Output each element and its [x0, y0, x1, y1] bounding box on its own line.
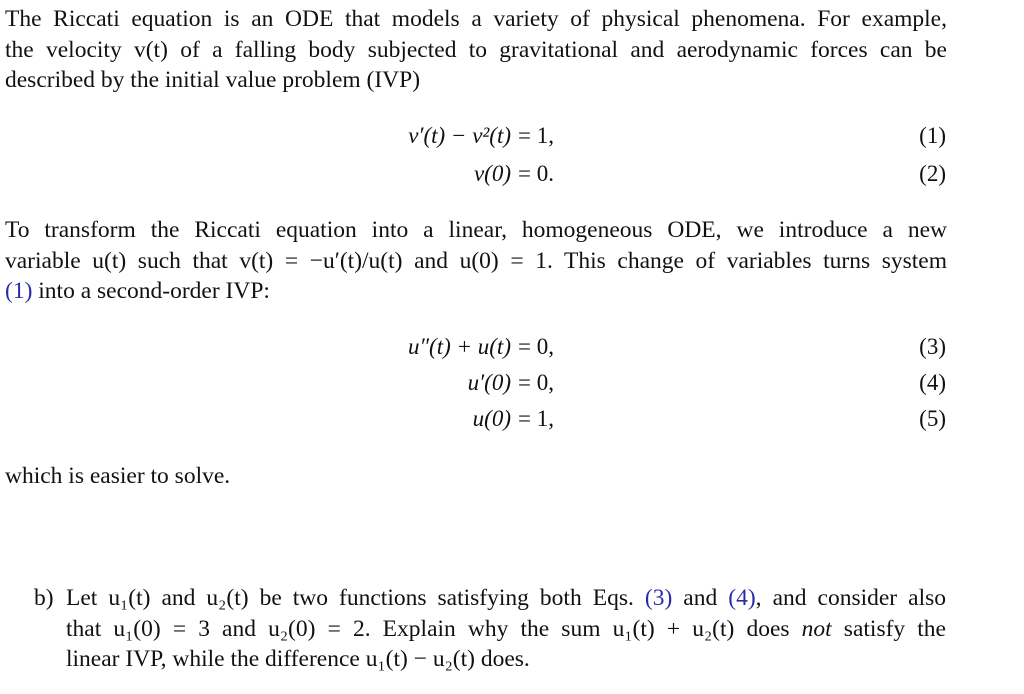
transform-line-1: To transform the Riccati equation into a linear, homogeneous ODE, we introduce a new	[5, 217, 947, 243]
equation-rhs: = 1,	[518, 123, 554, 148]
equation-number: (4)	[919, 370, 946, 395]
intro-line-2: the velocity v(t) of a falling body subjected to gravitational and aerodynamic forces can be	[5, 36, 947, 63]
equation-reference-link[interactable]: (3)	[644, 585, 673, 611]
item-label: b)	[34, 585, 54, 611]
part-b-text: , and consider also	[755, 585, 947, 611]
equation-reference-link[interactable]: (1)	[5, 278, 33, 304]
equation-lhs: v′(t) − v²(t)	[408, 123, 511, 148]
equation-row	[0, 406, 1024, 442]
transform-paragraph	[5, 215, 947, 307]
equation-rhs: = 0.	[518, 161, 554, 186]
equation-row	[0, 370, 1024, 406]
equation-number: (3)	[919, 334, 946, 359]
part-b-line-1	[66, 583, 946, 614]
equation-lhs: v(0)	[473, 161, 511, 186]
part-b-text: Let u₁(t) and u₂(t) be two functions satisfying both Eqs.	[66, 585, 645, 611]
transform-line-2: variable u(t) such that v(t) = −u′(t)/u(t) and u(0) = 1. This change of variables turns system	[5, 247, 947, 274]
equation-row	[0, 123, 1024, 161]
equation-number: (5)	[919, 406, 946, 431]
part-b-line-3: linear IVP, while the difference u₁(t) − u₂(t) does.	[66, 646, 530, 672]
part-b-line-2	[66, 614, 946, 645]
equation-rhs: = 0,	[518, 370, 554, 395]
intro-line-3: described by the initial value problem (IVP)	[5, 67, 421, 93]
equation-lhs: u′(0)	[467, 370, 511, 395]
equation-row	[0, 334, 1024, 370]
intro-paragraph	[5, 4, 947, 96]
equation-row	[0, 161, 1024, 197]
equation-lhs: u(0)	[472, 406, 511, 431]
equation-lhs: u″(t) + u(t)	[407, 334, 511, 359]
intro-line-1: The Riccati equation is an ODE that models a variety of physical phenomena. For example,	[5, 6, 947, 32]
transform-line-3-text: into a second-order IVP:	[32, 278, 270, 304]
part-b-text: that u₁(0) = 3 and u₂(0) = 2. Explain why the sum u₁(t) + u₂(t) does	[66, 615, 802, 642]
equation-reference-link[interactable]: (4)	[728, 585, 756, 611]
equation-system-1	[0, 123, 1024, 197]
emphasis-not: not	[801, 615, 832, 642]
part-b-text: satisfy the	[831, 615, 946, 642]
equation-number: (1)	[919, 123, 946, 148]
exercise-part-b	[34, 583, 946, 675]
equation-rhs: = 1,	[518, 406, 554, 431]
item-body	[66, 583, 946, 675]
part-b-text: and	[672, 585, 729, 611]
transform-line-3	[5, 276, 947, 307]
equation-number: (2)	[919, 161, 946, 186]
closing-line: which is easier to solve.	[5, 463, 231, 489]
equation-rhs: = 0,	[518, 334, 554, 359]
closing-paragraph	[5, 461, 947, 492]
equation-system-2	[0, 334, 1024, 442]
